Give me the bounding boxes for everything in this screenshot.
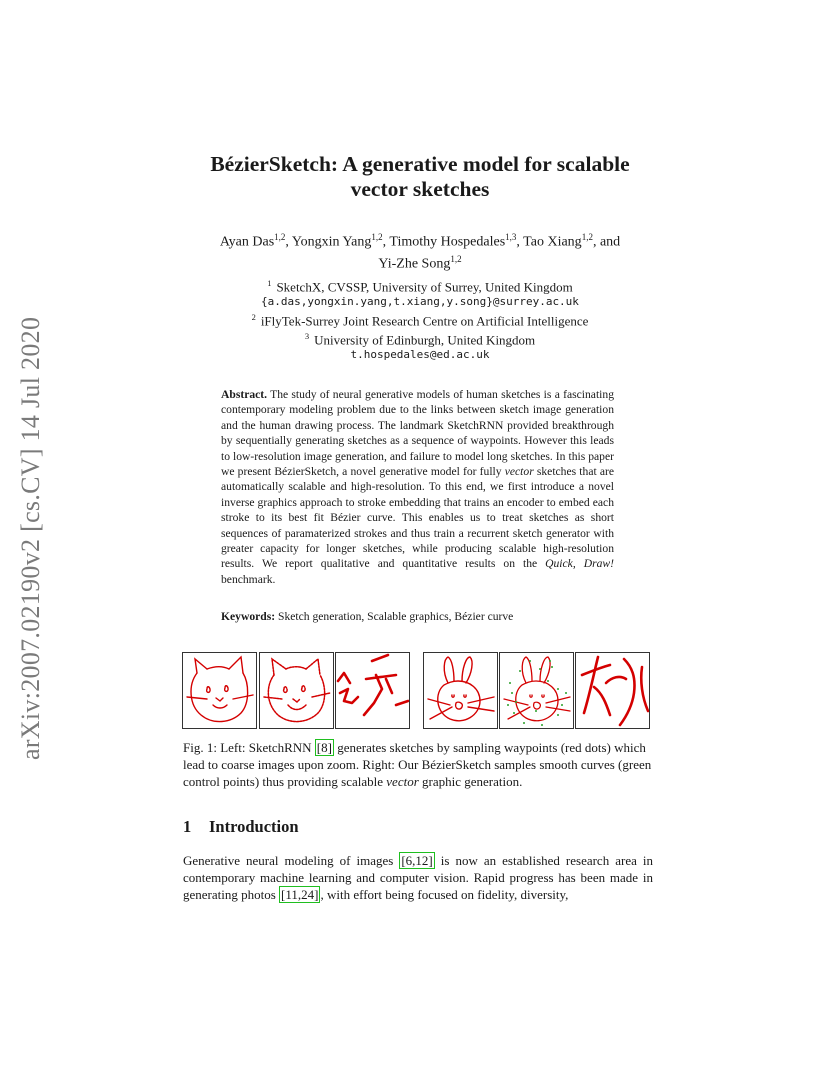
abstract-emphasis: Quick, Draw!: [545, 557, 614, 571]
citation-link[interactable]: [6,12]: [401, 853, 433, 868]
intro-paragraph: [183, 852, 653, 903]
affil-text: SketchX, CVSSP, University of Surrey, United Kingdom: [276, 279, 573, 295]
author-list: Ayan Das$^{1,2}$, Yongxin Yang$^{1,2}$, Timothy Hospedales$^{1,3}$, Tao Xiang$^{1,2}$, and Yi-Zhe Song$^{1,2}$: [219, 232, 621, 272]
caption-text: generates sketches by sampling waypoints (red dots) which lead to coarse images upon zoom. Right: Our BézierSketch samples smooth curves (green control points) thus providing scalable: [183, 740, 652, 789]
figure-caption: [183, 739, 653, 790]
keywords-text: Sketch generation, Scalable graphics, Bézier curve: [275, 610, 514, 623]
abstract-label: Abstract.: [221, 388, 268, 401]
citation-link[interactable]: [8]: [316, 740, 332, 755]
author-name: Tao Xiang: [523, 234, 582, 250]
section-heading: [183, 817, 299, 837]
affil-text: iFlyTek-Surrey Joint Research Centre on Artificial Intelligence: [260, 313, 589, 329]
abstract-text: The study of neural generative models of human sketches is a fascinating contemporary modeling problem due to the links between sketch image generation and the human drawing process. The landmark SketchRNN provided breakthrough by sequentially generating sketches as a sequence of waypoints. However this leads to low-resolution image generation, and failure to model long sketches. In this paper we present BézierSketch, a novel generative model for fully: [221, 388, 614, 479]
author-name: Yi-Zhe Song: [378, 256, 451, 272]
caption-text: graphic generation.: [418, 774, 523, 789]
author-affil-mark: 1,2: [371, 232, 383, 242]
keywords-label: Keywords:: [221, 610, 276, 623]
affil-email[interactable]: {a.das,yongxin.yang,t.xiang,y.song}@surrey.ac.uk: [261, 295, 579, 309]
abstract-text: sketches that are automatically scalable and high-resolution. To this end, we first introduce a novel inverse graphics approach to stroke embedding that trains an encoder to embed each stroke to its best fit Bézier curve. This enables us to treat sketches as short sequences of paramaterized strokes and thus train a recurrent sketch generator with greater capacity for longer sketches, while producing scalable high-resolution results. We report qualitative and quantitative results on the: [221, 465, 614, 571]
sketch-panel-rabbit-bezier: [423, 652, 498, 729]
author-affil-mark: 1,2: [274, 232, 286, 242]
intro-text: Generative neural modeling of images: [183, 853, 400, 868]
author-name: Yongxin Yang: [291, 234, 372, 250]
rabbit-control-points-image: [500, 653, 573, 728]
affiliations: [170, 276, 670, 363]
rabbit-sketch-image: [424, 653, 497, 728]
section-number: 1: [183, 817, 192, 836]
affil-number: 3: [304, 331, 310, 342]
abstract-text: benchmark.: [221, 572, 276, 586]
author-affil-mark: 1,2: [581, 232, 593, 242]
arxiv-stamp: arXiv:2007.02190v2 [cs.CV] 14 Jul 2020: [16, 316, 45, 760]
paper-title: [150, 152, 690, 202]
sketch-panel-cat-sketchrnn: [182, 652, 257, 729]
affil-email[interactable]: t.hospedales@ed.ac.uk: [350, 348, 490, 362]
intro-text: is now an established research area in contemporary machine learning and computer vision. Rapid progress has been made in generating photos: [183, 853, 653, 902]
abstract-emphasis: vector: [504, 465, 534, 479]
abstract: [221, 387, 614, 587]
cat-sketch-image: [183, 653, 256, 728]
author-name: Timothy Hospedales: [389, 234, 506, 250]
author-name: Ayan Das: [219, 234, 275, 250]
figure-1: [182, 652, 652, 730]
zoom-coarse-image: [336, 653, 409, 728]
author-affil-mark: 1,2: [450, 253, 462, 264]
cat-sketch-dotted-image: [260, 653, 333, 728]
keywords: [221, 609, 621, 624]
author-affil-mark: 1,3: [505, 232, 517, 242]
citation-link[interactable]: [11,24]: [281, 887, 319, 902]
affil-number: 2: [251, 311, 256, 322]
section-title: Introduction: [209, 817, 299, 836]
sketch-panel-zoom-smooth: [575, 652, 650, 729]
zoom-smooth-image: [576, 653, 649, 728]
sketch-panel-zoom-coarse: [335, 652, 410, 729]
title-line-1: BézierSketch: A generative model for scalable: [210, 152, 630, 176]
intro-text: , with effort being focused on fidelity, diversity,: [320, 887, 569, 902]
caption-text: Fig. 1: Left: SketchRNN: [183, 740, 315, 755]
title-line-2: vector sketches: [350, 177, 490, 201]
sketch-panel-cat-zoomed: [259, 652, 334, 729]
sketch-panel-rabbit-control-points: [499, 652, 574, 729]
affil-number: 1: [267, 278, 272, 288]
caption-emphasis: vector: [386, 774, 419, 789]
affil-text: University of Edinburgh, United Kingdom: [314, 332, 536, 348]
